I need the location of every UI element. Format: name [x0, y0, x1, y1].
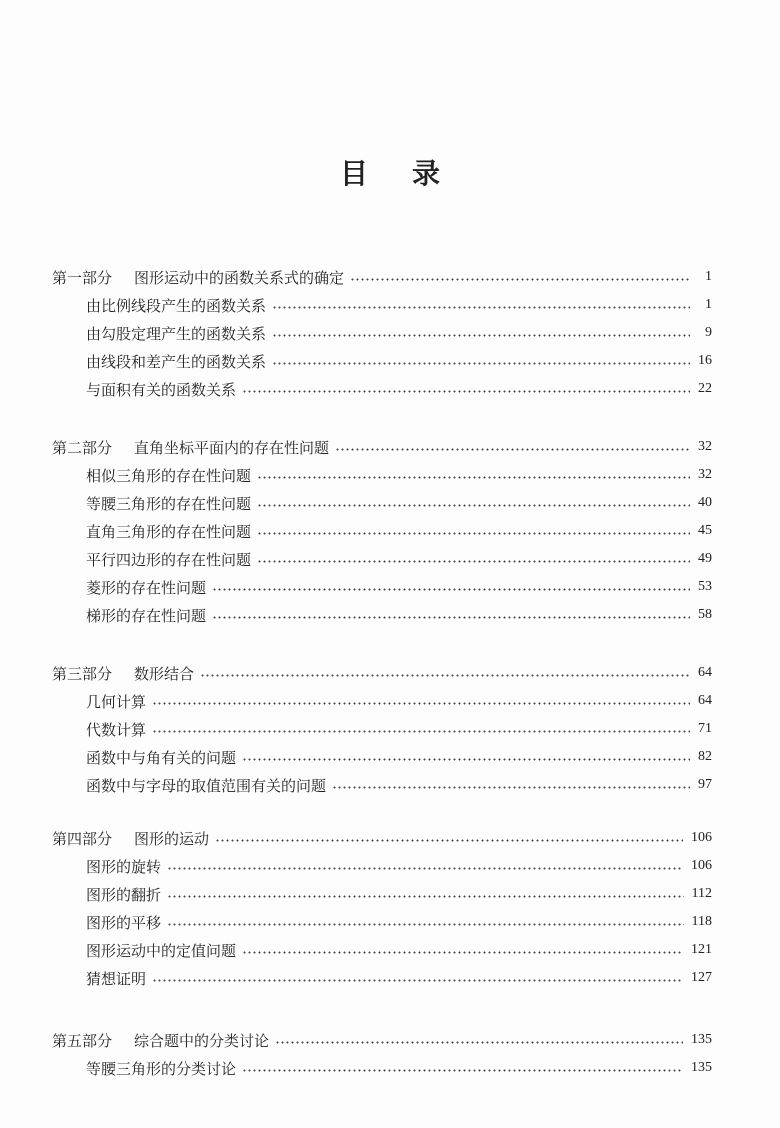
entry-title: 相似三角形的存在性问题 — [86, 466, 252, 485]
dot-leader — [152, 702, 690, 705]
page-number: 97 — [698, 777, 712, 792]
toc-entry[interactable] — [52, 964, 712, 992]
part-label: 第五部分 — [52, 1031, 113, 1050]
toc-entry[interactable] — [52, 908, 712, 936]
page-number: 112 — [691, 886, 712, 901]
table-of-contents — [52, 263, 712, 1112]
part-label: 第二部分 — [52, 438, 113, 457]
entry-title: 图形的旋转 — [86, 857, 162, 876]
page-number: 1 — [705, 269, 712, 284]
toc-entry[interactable] — [52, 771, 712, 799]
page-number: 135 — [691, 1032, 712, 1047]
section-title: 数形结合 — [134, 664, 195, 683]
toc-entry[interactable] — [52, 743, 712, 771]
entry-title: 图形运动中的定值问题 — [86, 941, 237, 960]
dot-leader — [152, 979, 683, 982]
toc-entry[interactable] — [52, 936, 712, 964]
toc-section-heading[interactable] — [52, 659, 712, 687]
toc-section — [52, 433, 712, 629]
section-title: 直角坐标平面内的存在性问题 — [134, 438, 330, 457]
entry-title: 由比例线段产生的函数关系 — [86, 296, 267, 315]
dot-leader — [152, 730, 690, 733]
entry-title: 图形的翻折 — [86, 885, 162, 904]
page-number: 16 — [698, 353, 712, 368]
page-number: 32 — [698, 439, 712, 454]
dot-leader — [167, 867, 683, 870]
dot-leader — [242, 1069, 683, 1072]
dot-leader — [272, 362, 690, 365]
toc-section — [52, 1026, 712, 1082]
entry-title: 由勾股定理产生的函数关系 — [86, 324, 267, 343]
page-number: 64 — [698, 693, 712, 708]
page-number: 45 — [698, 523, 712, 538]
dot-leader — [257, 476, 690, 479]
dot-leader — [167, 923, 684, 926]
toc-entry[interactable] — [52, 375, 712, 403]
toc-entry[interactable] — [52, 517, 712, 545]
toc-section-heading[interactable] — [52, 263, 712, 291]
part-label: 第三部分 — [52, 664, 113, 683]
dot-leader — [272, 334, 690, 337]
toc-section — [52, 263, 712, 403]
dot-leader — [275, 1041, 683, 1044]
page-number: 1 — [705, 297, 712, 312]
entry-title: 图形的平移 — [86, 913, 162, 932]
entry-title: 等腰三角形的分类讨论 — [86, 1059, 237, 1078]
toc-entry[interactable] — [52, 319, 712, 347]
dot-leader — [332, 786, 690, 789]
dot-leader — [272, 306, 690, 309]
part-label: 第一部分 — [52, 268, 113, 287]
page-number: 58 — [698, 607, 712, 622]
dot-leader — [335, 448, 690, 451]
toc-entry[interactable] — [52, 601, 712, 629]
entry-title: 平行四边形的存在性问题 — [86, 550, 252, 569]
dot-leader — [200, 674, 690, 677]
page-number: 9 — [705, 325, 712, 340]
entry-title: 猜想证明 — [86, 969, 147, 988]
dot-leader — [215, 839, 683, 842]
dot-leader — [242, 758, 690, 761]
toc-entry[interactable] — [52, 347, 712, 375]
page-number: 106 — [691, 858, 712, 873]
toc-entry[interactable] — [52, 687, 712, 715]
toc-section-heading[interactable] — [52, 1026, 712, 1054]
page-number: 32 — [698, 467, 712, 482]
toc-entry[interactable] — [52, 489, 712, 517]
page-number: 121 — [691, 942, 712, 957]
toc-entry[interactable] — [52, 1054, 712, 1082]
page-number: 40 — [698, 495, 712, 510]
section-title: 图形运动中的函数关系式的确定 — [134, 268, 345, 287]
toc-entry[interactable] — [52, 573, 712, 601]
toc-entry[interactable] — [52, 880, 712, 908]
page-number: 49 — [698, 551, 712, 566]
title-char: 录 — [412, 157, 441, 190]
toc-section-heading[interactable] — [52, 433, 712, 461]
entry-title: 等腰三角形的存在性问题 — [86, 494, 252, 513]
toc-entry[interactable] — [52, 461, 712, 489]
page-title — [0, 152, 780, 192]
dot-leader — [350, 278, 690, 281]
title-char: 目 — [339, 157, 368, 190]
page-number: 118 — [691, 914, 712, 929]
entry-title: 由线段和差产生的函数关系 — [86, 352, 267, 371]
toc-section — [52, 824, 712, 992]
dot-leader — [257, 532, 690, 535]
entry-title: 直角三角形的存在性问题 — [86, 522, 252, 541]
entry-title: 几何计算 — [86, 692, 147, 711]
entry-title: 代数计算 — [86, 720, 147, 739]
entry-title: 函数中与字母的取值范围有关的问题 — [86, 776, 327, 795]
section-title: 综合题中的分类讨论 — [134, 1031, 270, 1050]
entry-title: 函数中与角有关的问题 — [86, 748, 237, 767]
dot-leader — [257, 504, 690, 507]
dot-leader — [167, 895, 684, 898]
dot-leader — [242, 951, 683, 954]
entry-title: 梯形的存在性问题 — [86, 606, 207, 625]
dot-leader — [242, 390, 690, 393]
part-label: 第四部分 — [52, 829, 113, 848]
section-title: 图形的运动 — [134, 829, 210, 848]
toc-entry[interactable] — [52, 291, 712, 319]
dot-leader — [257, 560, 690, 563]
page-number: 22 — [698, 381, 712, 396]
page-number: 64 — [698, 665, 712, 680]
toc-entry[interactable] — [52, 715, 712, 743]
page-number: 127 — [691, 970, 712, 985]
page-number: 82 — [698, 749, 712, 764]
page-number: 135 — [691, 1060, 712, 1075]
page-number: 71 — [698, 721, 712, 736]
page-number: 106 — [691, 830, 712, 845]
toc-section — [52, 659, 712, 799]
toc-entry[interactable] — [52, 852, 712, 880]
entry-title: 菱形的存在性问题 — [86, 578, 207, 597]
page-number: 53 — [698, 579, 712, 594]
toc-entry[interactable] — [52, 545, 712, 573]
toc-section-heading[interactable] — [52, 824, 712, 852]
dot-leader — [212, 616, 690, 619]
entry-title: 与面积有关的函数关系 — [86, 380, 237, 399]
dot-leader — [212, 588, 690, 591]
